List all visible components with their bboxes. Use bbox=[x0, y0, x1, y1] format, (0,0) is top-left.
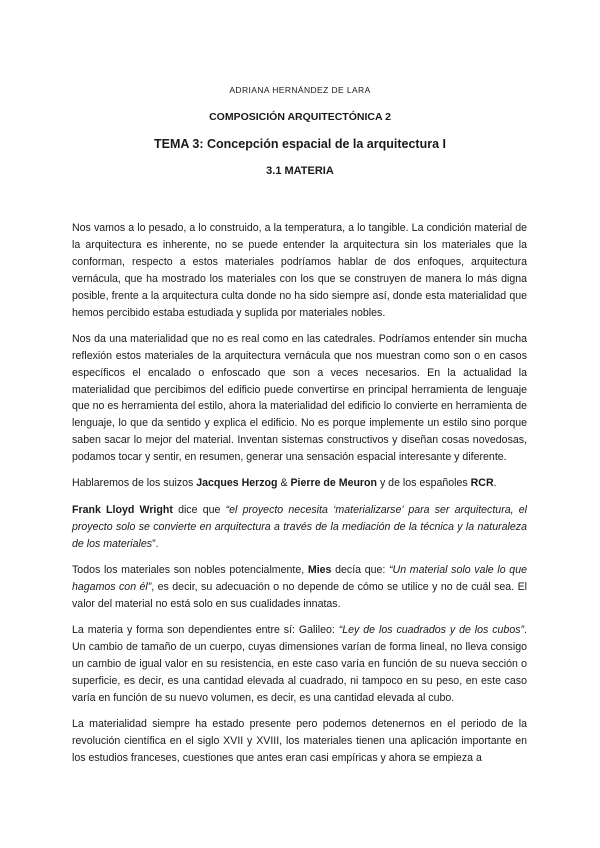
paragraph-3 bbox=[72, 475, 527, 492]
name-herzog: Jacques Herzog bbox=[196, 477, 278, 490]
paragraph-4 bbox=[72, 502, 527, 553]
document-body bbox=[72, 220, 527, 776]
quote-galileo: “Ley de los cuadrados y de los cubos” bbox=[338, 623, 525, 636]
text-run: . Un cambio de tamaño de un cuerpo, cuyas dimensiones varían de forma lineal, no lleva consigo un cambio de igual valor en su resistencia, en este caso varía en función de su nueva sección o superficie, es decir, es una cantidad elevada al cuadrado, ni tampoco en su peso, en este caso varía en función de su nuevo volumen, es decir, es una cantidad elevada al cubo. bbox=[72, 623, 527, 704]
paragraph-5 bbox=[72, 562, 527, 613]
text-run: decía que: bbox=[331, 563, 390, 576]
course-title: COMPOSICIÓN ARQUITECTÓNICA 2 bbox=[209, 111, 391, 123]
author-name: ADRIANA HERNÁNDEZ DE LARA bbox=[229, 85, 371, 95]
text-run: y de los españoles bbox=[377, 477, 471, 490]
name-rcr: RCR bbox=[470, 477, 494, 490]
paragraph-1: Nos vamos a lo pesado, a lo construido, a la temperatura, a lo tangible. La condición material de la arquitectura es inherente, no se puede entender la arquitectura sin los materiales que la conforman, respecto a estos materiales podríamos hablar de dos enfoques, arquitectura vernácula, que ha mostrado los materiales con los que se construyen de manera lo más digna posible, frente a la arquitectura culta donde no ha sido siempre así, donde esta materialidad que hemos percibido estaba estudiada y suplida por materiales nobles. bbox=[72, 222, 527, 319]
text-run: . bbox=[493, 477, 497, 490]
topic-title: TEMA 3: Concepción espacial de la arquitectura I bbox=[154, 137, 446, 151]
name-de-meuron: Pierre de Meuron bbox=[290, 477, 377, 490]
section-title: 3.1 MATERIA bbox=[266, 165, 334, 177]
text-run: dice que bbox=[172, 503, 226, 516]
text-run: & bbox=[277, 477, 291, 490]
text-run: ”. bbox=[152, 537, 159, 550]
paragraph-6 bbox=[72, 622, 527, 707]
text-run: , es decir, su adecuación o no depende de cómo se utilice y no de cuál sea. El valor del material no está solo en sus cualidades innatas. bbox=[72, 580, 527, 610]
paragraph-2: Nos da una materialidad que no es real como en las catedrales. Podríamos entender sin mucha reflexión estos materiales de la arquitectura vernácula que nos muestran como son o en casos específicos el encalado o enfoscado que son a veces necesarios. En la actualidad la materialidad que percibimos del edificio puede convertirse en principal herramienta de lenguaje que no es herramienta del estilo, ahora la materialidad del edificio lo convierte en herramienta de lenguaje, lo que da sentido y explica el edificio. No es porque implemente un estilo sino porque saben sacar lo mejor del material. Inventan sistemas constructivos y diseñan cosas novedosas, podamos tocar y sentir, en resumen, generar una sensación espacial interesante y diferente. bbox=[72, 332, 527, 464]
quote-mies: “Un material solo vale lo que hagamos con él” bbox=[72, 563, 527, 593]
quote-wright: “el proyecto necesita ‘materializarse’ para ser arquitectura, el proyecto solo se convierte en arquitectura a través de la mediación de la técnica y la naturaleza de los materiales bbox=[72, 503, 528, 550]
paragraph-7: La materialidad siempre ha estado presente pero podemos detenernos en el periodo de la revolución científica en el siglo XVII y XVIII, los materiales tienen una aplicación importante en los estudios franceses, cuestiones que antes eran casi empíricas y ahora se empieza a bbox=[72, 717, 527, 764]
text-run: Todos los materiales son nobles potencialmente, bbox=[72, 563, 308, 576]
text-run: Hablaremos de los suizos bbox=[72, 477, 197, 490]
name-wright: Frank Lloyd Wright bbox=[72, 503, 173, 516]
text-run: La materia y forma son dependientes entre sí: Galileo: bbox=[72, 623, 339, 636]
name-mies: Mies bbox=[307, 563, 332, 576]
